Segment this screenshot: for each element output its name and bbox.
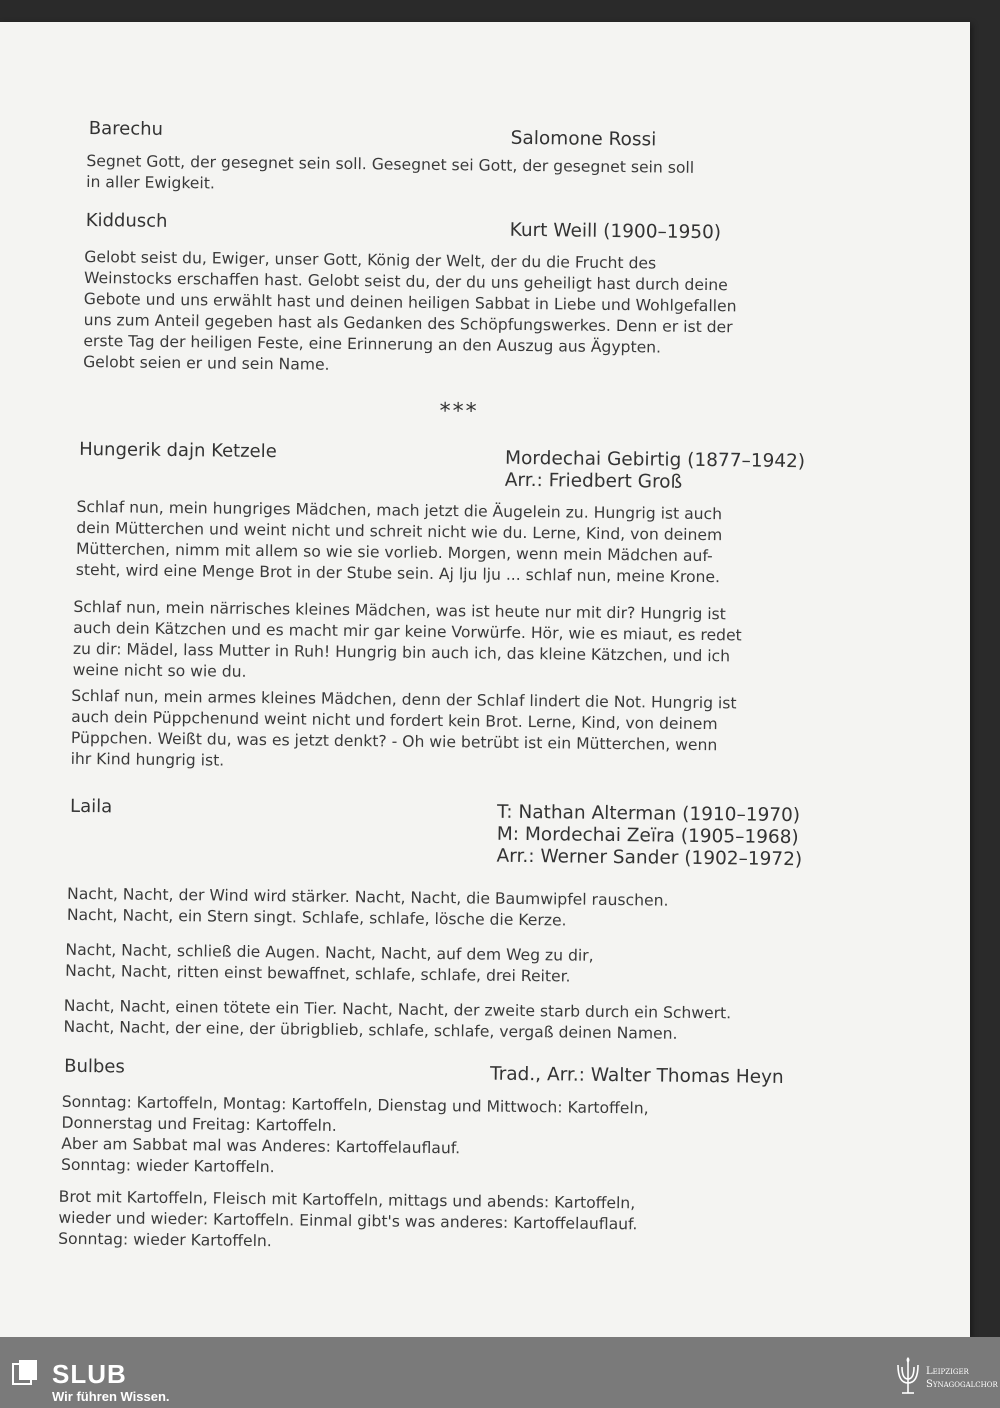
slub-tagline: Wir führen Wissen. — [52, 1389, 170, 1404]
song-author-laila: T: Nathan Alterman (1910–1970) M: Mordechai Zeïra (1905–1968) Arr.: Werner Sander (1902–1972) — [496, 801, 803, 871]
song-title-bulbes: Bulbes — [64, 1055, 125, 1078]
song-title-laila: Laila — [69, 795, 113, 818]
song-author-bulbes: Trad., Arr.: Walter Thomas Heyn — [489, 1063, 784, 1088]
choir-name-line1: Leipziger — [926, 1366, 969, 1377]
slub-logo-icon — [12, 1359, 38, 1385]
song-text-laila-2: Nacht, Nacht, schließ die Augen. Nacht, Nacht, auf dem Weg zu dir, Nacht, Nacht, ritten einst bewaffnet, schlafe, schlafe, drei Reiter. — [65, 940, 594, 986]
song-title-hungerik: Hungerik dajn Ketzele — [79, 438, 277, 463]
song-title-barechu: Barechu — [88, 118, 164, 140]
song-text-barechu-1: Segnet Gott, der gesegnet sein soll. Gesegnet sei Gott, der gesegnet sein soll in aller Ewigkeit. — [86, 151, 695, 193]
song-text-bulbes-2: Brot mit Kartoffeln, Fleisch mit Kartoffeln, mittags und abends: Kartoffeln, wieder und wieder: Kartoffeln. Einmal gibt's was anderes: Kartoffelauflauf. Sonntag: wieder Kartoffeln. — [58, 1187, 638, 1251]
song-text-bulbes-1: Sonntag: Kartoffeln, Montag: Kartoffeln, Dienstag und Mittwoch: Kartoffeln, Donnerstag und Freitag: Kartoffeln. Aber am Sabbat mal was Anderes: Kartoffelauflauf. Sonntag: wieder Kartoffeln. — [60, 1092, 649, 1177]
song-text-kiddusch-1: Gelobt seist du, Ewiger, unser Gott, König der Welt, der du die Frucht des Weinstocks erschaffen hast. Gelobt seist du, der du uns geheiligt hast durch deine Gebote und uns erwählt hast und deinen heiligen Sabbat in Liebe und Wohlgefallen uns zum Anteil gegeben hast als Gedanken des Schöpfungswerkes. Denn er ist der erste Tag der heiligen Feste, eine Erinnerung an den Auszug aus Ägypten. Gelobt seien er und sein Name. — [83, 247, 737, 374]
footer-bar — [0, 1337, 1000, 1408]
program-page — [0, 22, 970, 1337]
section-separator: *** — [439, 399, 479, 425]
song-text-hungerik-2: Schlaf nun, mein närrisches kleines Mädchen, was ist heute nur mit dir? Hungrig ist auch dein Kätzchen und es macht mir gar keine Vorwürfe. Hör, wie es miaut, es redet zu dir: Mädel, lass Mutter in Ruh! Hungrig bin auch ich, das kleine Kätzchen, und ich weine nicht so wie du. — [72, 597, 742, 681]
song-text-hungerik-3: Schlaf nun, mein armes kleines Mädchen, denn der Schlaf lindert die Not. Hungrig ist auch dein Püppchenund weint nicht und fordert kein Brot. Lerne, Kind, von deinem Püppchen. Weißt du, was es jetzt denkt? - Oh wie betrübt ist ein Mütterchen, wenn ihr Kind hungrig ist. — [70, 686, 737, 770]
song-author-hungerik: Mordechai Gebirtig (1877–1942) Arr.: Friedbert Groß — [504, 447, 806, 493]
menorah-icon — [893, 1357, 923, 1397]
song-author-barechu: Salomone Rossi — [510, 127, 657, 151]
song-text-laila-3: Nacht, Nacht, einen tötete ein Tier. Nacht, Nacht, der zweite starb durch ein Schwert. Nacht, Nacht, der eine, der übrigblieb, schlafe, schlafe, vergaß deinen Namen. — [63, 996, 732, 1043]
choir-name-line2: Synagogalchor — [926, 1379, 998, 1390]
song-text-hungerik-1: Schlaf nun, mein hungriges Mädchen, mach jetzt die Äugelein zu. Hungrig ist auch dein Mütterchen und weint nicht und schreit nicht wie du. Lerne, Kind, von deinem Mütterchen, nimm mit allem so wie sie vorlieb. Morgen, wenn mein Mädchen auf- steht, wird eine Menge Brot in der Stube sein. Aj lju lju ... schlaf nun, meine Krone. — [75, 497, 723, 587]
song-title-kiddusch: Kiddusch — [85, 209, 168, 232]
song-author-kiddusch: Kurt Weill (1900–1950) — [509, 219, 722, 244]
song-text-laila-1: Nacht, Nacht, der Wind wird stärker. Nacht, Nacht, die Baumwipfel rauschen. Nacht, Nacht, ein Stern singt. Schlafe, schlafe, lösche die Kerze. — [66, 884, 669, 930]
program-content — [0, 22, 970, 1348]
choir-logo-text — [926, 1365, 998, 1391]
slub-logo-text: SLUB — [52, 1359, 127, 1389]
